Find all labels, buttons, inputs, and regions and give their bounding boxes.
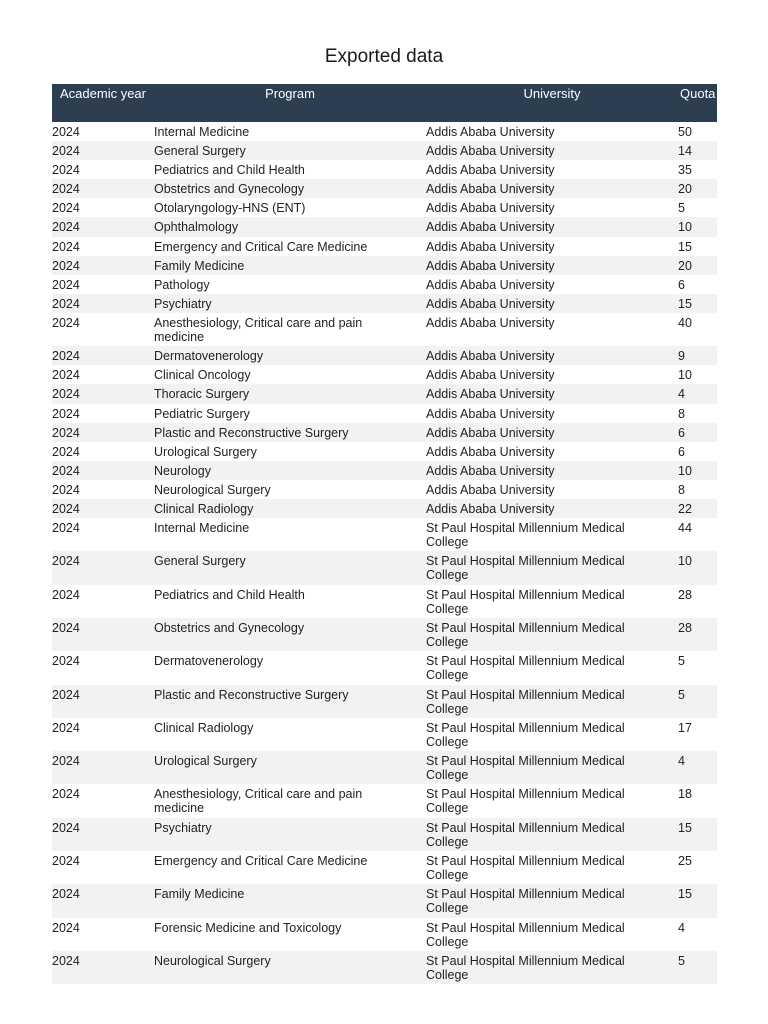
cell-university: St Paul Hospital Millennium Medical College: [426, 654, 625, 683]
table-row: [52, 179, 717, 198]
cell-university: Addis Ababa University: [426, 256, 678, 275]
cell-academic-year: 2024: [52, 277, 80, 292]
cell-university: Addis Ababa University: [426, 423, 678, 442]
cell-university: Addis Ababa University: [426, 384, 678, 403]
cell-program: Forensic Medicine and Toxicology: [154, 920, 342, 935]
table-row: [52, 256, 717, 275]
cell-academic-year: 2024: [52, 751, 154, 784]
table-row: [52, 551, 717, 584]
table-row: [52, 585, 717, 618]
cell-program: Plastic and Reconstructive Surgery: [154, 685, 426, 718]
column-header-program[interactable]: Program: [154, 84, 426, 122]
cell-academic-year: 2024: [52, 368, 80, 383]
cell-program: Pathology: [154, 277, 210, 292]
cell-academic-year: 2024: [52, 315, 80, 330]
cell-program: Clinical Oncology: [154, 368, 251, 383]
cell-quota: 4: [678, 751, 717, 784]
cell-program: Urological Surgery: [154, 751, 426, 784]
cell-program: Thoracic Surgery: [154, 384, 426, 403]
cell-program: Pediatrics and Child Health: [154, 587, 305, 602]
cell-academic-year: 2024: [52, 179, 154, 198]
table-row: [52, 851, 717, 884]
cell-academic-year: 2024: [52, 787, 80, 802]
cell-quota: 10: [678, 368, 692, 383]
cell-university: St Paul Hospital Millennium Medical College: [426, 587, 625, 616]
data-table: [52, 84, 717, 984]
cell-program: Otolaryngology-HNS (ENT): [154, 201, 306, 216]
cell-quota: 20: [678, 179, 717, 198]
cell-university: Addis Ababa University: [426, 239, 555, 254]
cell-quota: 22: [678, 499, 717, 518]
table-row: [52, 518, 717, 551]
cell-university: St Paul Hospital Millennium Medical College: [426, 818, 678, 851]
cell-program: General Surgery: [154, 551, 426, 584]
table-container: [52, 84, 717, 984]
cell-university: Addis Ababa University: [426, 444, 555, 459]
cell-quota: 15: [678, 294, 717, 313]
cell-program: General Surgery: [154, 141, 426, 160]
cell-quota: 5: [678, 201, 685, 216]
table-row: [52, 751, 717, 784]
table-row: [52, 160, 717, 179]
cell-academic-year: 2024: [52, 818, 154, 851]
cell-academic-year: 2024: [52, 239, 80, 254]
cell-quota: 15: [678, 818, 717, 851]
table-row: [52, 884, 717, 917]
cell-university: St Paul Hospital Millennium Medical College: [426, 920, 625, 949]
cell-quota: 17: [678, 720, 692, 735]
table-row: [52, 346, 717, 365]
cell-program: Pediatric Surgery: [154, 406, 250, 421]
cell-program: Neurological Surgery: [154, 482, 271, 497]
cell-quota: 10: [678, 217, 717, 236]
cell-academic-year: 2024: [52, 685, 154, 718]
cell-quota: 5: [678, 685, 717, 718]
cell-academic-year: 2024: [52, 720, 80, 735]
cell-quota: 10: [678, 551, 717, 584]
table-row: [52, 818, 717, 851]
cell-university: Addis Ababa University: [426, 201, 555, 216]
column-header-quota[interactable]: Quota: [678, 84, 717, 122]
table-row: [52, 618, 717, 651]
table-row: [52, 141, 717, 160]
cell-academic-year: 2024: [52, 654, 80, 669]
cell-program: Anesthesiology, Critical care and pain medicine: [154, 315, 363, 344]
cell-academic-year: 2024: [52, 920, 80, 935]
cell-academic-year: 2024: [52, 551, 154, 584]
cell-academic-year: 2024: [52, 482, 80, 497]
cell-program: Plastic and Reconstructive Surgery: [154, 423, 426, 442]
cell-quota: 18: [678, 787, 692, 802]
table-row: [52, 918, 717, 951]
page-title: Exported data: [324, 46, 444, 67]
table-row: [52, 294, 717, 313]
table-row: [52, 423, 717, 442]
cell-academic-year: 2024: [52, 406, 80, 421]
cell-quota: 8: [678, 406, 685, 421]
cell-university: Addis Ababa University: [426, 294, 678, 313]
cell-university: Addis Ababa University: [426, 141, 678, 160]
cell-academic-year: 2024: [52, 163, 80, 178]
cell-quota: 4: [678, 384, 717, 403]
cell-program: Emergency and Critical Care Medicine: [154, 239, 368, 254]
cell-university: Addis Ababa University: [426, 125, 555, 139]
cell-program: Pediatrics and Child Health: [154, 163, 305, 178]
cell-program: Ophthalmology: [154, 217, 426, 236]
table-body: [52, 122, 717, 984]
cell-quota: 20: [678, 256, 717, 275]
table-row: [52, 313, 717, 346]
cell-program: Neurology: [154, 461, 426, 480]
table-row: [52, 951, 717, 984]
cell-academic-year: 2024: [52, 201, 80, 216]
table-row: [52, 365, 717, 384]
cell-quota: 44: [678, 521, 692, 536]
cell-university: Addis Ababa University: [426, 315, 555, 330]
cell-program: Family Medicine: [154, 256, 426, 275]
cell-quota: 40: [678, 315, 692, 330]
cell-university: Addis Ababa University: [426, 368, 555, 383]
cell-university: Addis Ababa University: [426, 346, 678, 365]
cell-program: Emergency and Critical Care Medicine: [154, 854, 368, 869]
cell-academic-year: 2024: [52, 521, 80, 536]
cell-university: St Paul Hospital Millennium Medical College: [426, 787, 625, 816]
cell-university: St Paul Hospital Millennium Medical College: [426, 685, 678, 718]
cell-university: Addis Ababa University: [426, 217, 678, 236]
cell-quota: 9: [678, 346, 717, 365]
cell-quota: 8: [678, 482, 685, 497]
cell-quota: 6: [678, 277, 685, 292]
cell-academic-year: 2024: [52, 141, 154, 160]
cell-program: Urological Surgery: [154, 444, 257, 459]
cell-university: St Paul Hospital Millennium Medical College: [426, 720, 625, 749]
table-row: [52, 685, 717, 718]
cell-academic-year: 2024: [52, 587, 80, 602]
cell-university: Addis Ababa University: [426, 406, 555, 421]
table-row: [52, 480, 717, 499]
table-row: [52, 651, 717, 684]
cell-academic-year: 2024: [52, 444, 80, 459]
table-row: [52, 499, 717, 518]
cell-program: Internal Medicine: [154, 125, 250, 139]
cell-program: Psychiatry: [154, 818, 426, 851]
cell-program: Psychiatry: [154, 294, 426, 313]
cell-program: Family Medicine: [154, 884, 426, 917]
cell-university: St Paul Hospital Millennium Medical College: [426, 521, 625, 550]
cell-academic-year: 2024: [52, 384, 154, 403]
cell-university: Addis Ababa University: [426, 163, 555, 178]
cell-program: Obstetrics and Gynecology: [154, 179, 426, 198]
cell-academic-year: 2024: [52, 884, 154, 917]
table-row: [52, 404, 717, 423]
cell-university: St Paul Hospital Millennium Medical College: [426, 618, 678, 651]
header-row: [52, 84, 717, 122]
column-header-university[interactable]: University: [426, 84, 678, 122]
cell-quota: 28: [678, 587, 692, 602]
cell-university: Addis Ababa University: [426, 499, 678, 518]
cell-university: St Paul Hospital Millennium Medical College: [426, 884, 678, 917]
cell-academic-year: 2024: [52, 618, 154, 651]
cell-quota: 35: [678, 163, 692, 178]
cell-quota: 6: [678, 423, 717, 442]
cell-university: Addis Ababa University: [426, 482, 555, 497]
table-row: [52, 461, 717, 480]
cell-program: Dermatovenerology: [154, 346, 426, 365]
table-row: [52, 384, 717, 403]
cell-program: Clinical Radiology: [154, 499, 426, 518]
cell-academic-year: 2024: [52, 854, 80, 869]
column-header-academic-year[interactable]: Academic year: [52, 84, 154, 122]
cell-program: Anesthesiology, Critical care and pain medicine: [154, 787, 363, 816]
cell-academic-year: 2024: [52, 423, 154, 442]
cell-program: Clinical Radiology: [154, 720, 254, 735]
cell-academic-year: 2024: [52, 125, 80, 139]
cell-academic-year: 2024: [52, 217, 154, 236]
cell-program: Neurological Surgery: [154, 951, 426, 984]
cell-quota: 50: [678, 125, 692, 139]
cell-quota: 6: [678, 444, 685, 459]
cell-quota: 15: [678, 884, 717, 917]
cell-quota: 14: [678, 141, 717, 160]
table-header: [52, 84, 717, 122]
cell-program: Obstetrics and Gynecology: [154, 618, 426, 651]
cell-academic-year: 2024: [52, 499, 154, 518]
table-row: [52, 784, 717, 817]
cell-university: St Paul Hospital Millennium Medical College: [426, 951, 678, 984]
table-row: [52, 122, 717, 141]
cell-academic-year: 2024: [52, 294, 154, 313]
cell-academic-year: 2024: [52, 951, 154, 984]
cell-academic-year: 2024: [52, 256, 154, 275]
table-row: [52, 198, 717, 217]
cell-academic-year: 2024: [52, 346, 154, 365]
cell-program: Dermatovenerology: [154, 654, 264, 669]
cell-university: St Paul Hospital Millennium Medical College: [426, 551, 678, 584]
cell-quota: 5: [678, 654, 685, 669]
cell-quota: 5: [678, 951, 717, 984]
cell-university: St Paul Hospital Millennium Medical College: [426, 751, 678, 784]
cell-quota: 4: [678, 920, 685, 935]
cell-university: Addis Ababa University: [426, 277, 555, 292]
table-row: [52, 442, 717, 461]
cell-quota: 15: [678, 239, 692, 254]
cell-university: Addis Ababa University: [426, 461, 678, 480]
cell-quota: 25: [678, 854, 692, 869]
cell-university: Addis Ababa University: [426, 179, 678, 198]
table-row: [52, 718, 717, 751]
table-row: [52, 275, 717, 294]
table-row: [52, 237, 717, 256]
table-row: [52, 217, 717, 236]
cell-university: St Paul Hospital Millennium Medical College: [426, 854, 625, 883]
cell-quota: 10: [678, 461, 717, 480]
cell-academic-year: 2024: [52, 461, 154, 480]
cell-quota: 28: [678, 618, 717, 651]
cell-program: Internal Medicine: [154, 521, 250, 536]
